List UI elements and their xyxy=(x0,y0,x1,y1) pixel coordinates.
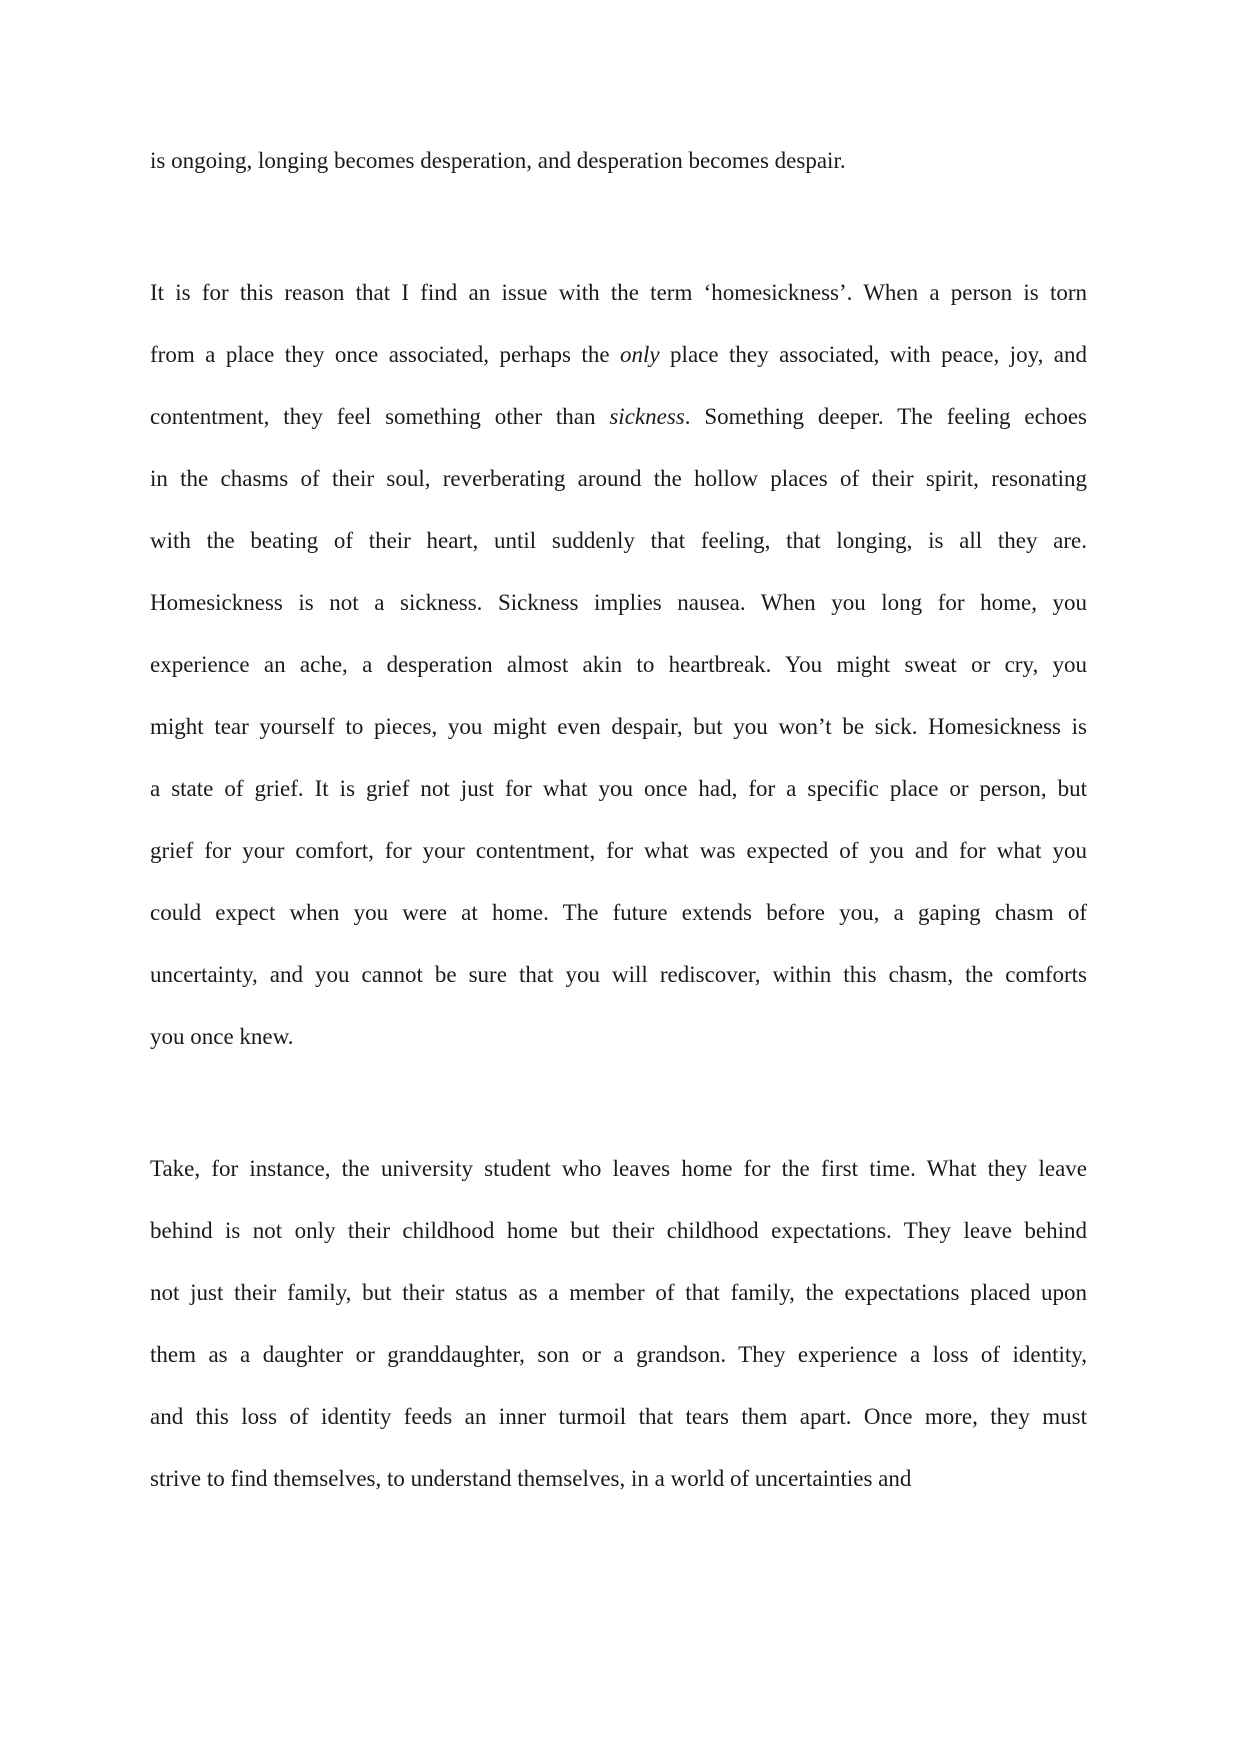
emphasis-sickness: sickness xyxy=(609,404,685,429)
text-line: Homesickness is not a sickness. Sickness implies nausea. When you long for home, you xyxy=(150,590,1087,615)
text-line: experience an ache, a desperation almost akin to heartbreak. You might sweat or cry, you xyxy=(150,652,1087,677)
text-line: grief for your comfort, for your contentment, for what was expected of you and for what you xyxy=(150,838,1087,863)
text-line: in the chasms of their soul, reverberating around the hollow places of their spirit, resonating xyxy=(150,466,1087,491)
text-line: might tear yourself to pieces, you might even despair, but you won’t be sick. Homesickness is xyxy=(150,714,1087,739)
text-line: It is for this reason that I find an issue with the term ‘homesickness’. When a person is torn xyxy=(150,280,1087,305)
text-line: and this loss of identity feeds an inner turmoil that tears them apart. Once more, they must xyxy=(150,1404,1087,1429)
text-line: you once knew. xyxy=(150,1024,294,1049)
text-line: strive to find themselves, to understand themselves, in a world of uncertainties and xyxy=(150,1466,912,1491)
text-line: not just their family, but their status as a member of that family, the expectations placed upon xyxy=(150,1280,1087,1305)
text-line: contentment, they feel something other than sickness. Something deeper. The feeling echoes xyxy=(150,404,1087,429)
text-line: could expect when you were at home. The future extends before you, a gaping chasm of xyxy=(150,900,1087,925)
text-line: a state of grief. It is grief not just for what you once had, for a specific place or person, but xyxy=(150,776,1087,801)
text-line: them as a daughter or granddaughter, son or a grandson. They experience a loss of identity, xyxy=(150,1342,1087,1367)
text-line: behind is not only their childhood home but their childhood expectations. They leave behind xyxy=(150,1218,1087,1243)
text-line: is ongoing, longing becomes desperation, and desperation becomes despair. xyxy=(150,148,846,173)
text-line: Take, for instance, the university student who leaves home for the first time. What they leave xyxy=(150,1156,1087,1181)
emphasis-only: only xyxy=(619,342,660,367)
text-line: from a place they once associated, perhaps the only place they associated, with peace, joy, and xyxy=(150,342,1087,367)
text-line: with the beating of their heart, until suddenly that feeling, that longing, is all they are. xyxy=(150,528,1087,553)
text-line: uncertainty, and you cannot be sure that you will rediscover, within this chasm, the comforts xyxy=(150,962,1087,987)
